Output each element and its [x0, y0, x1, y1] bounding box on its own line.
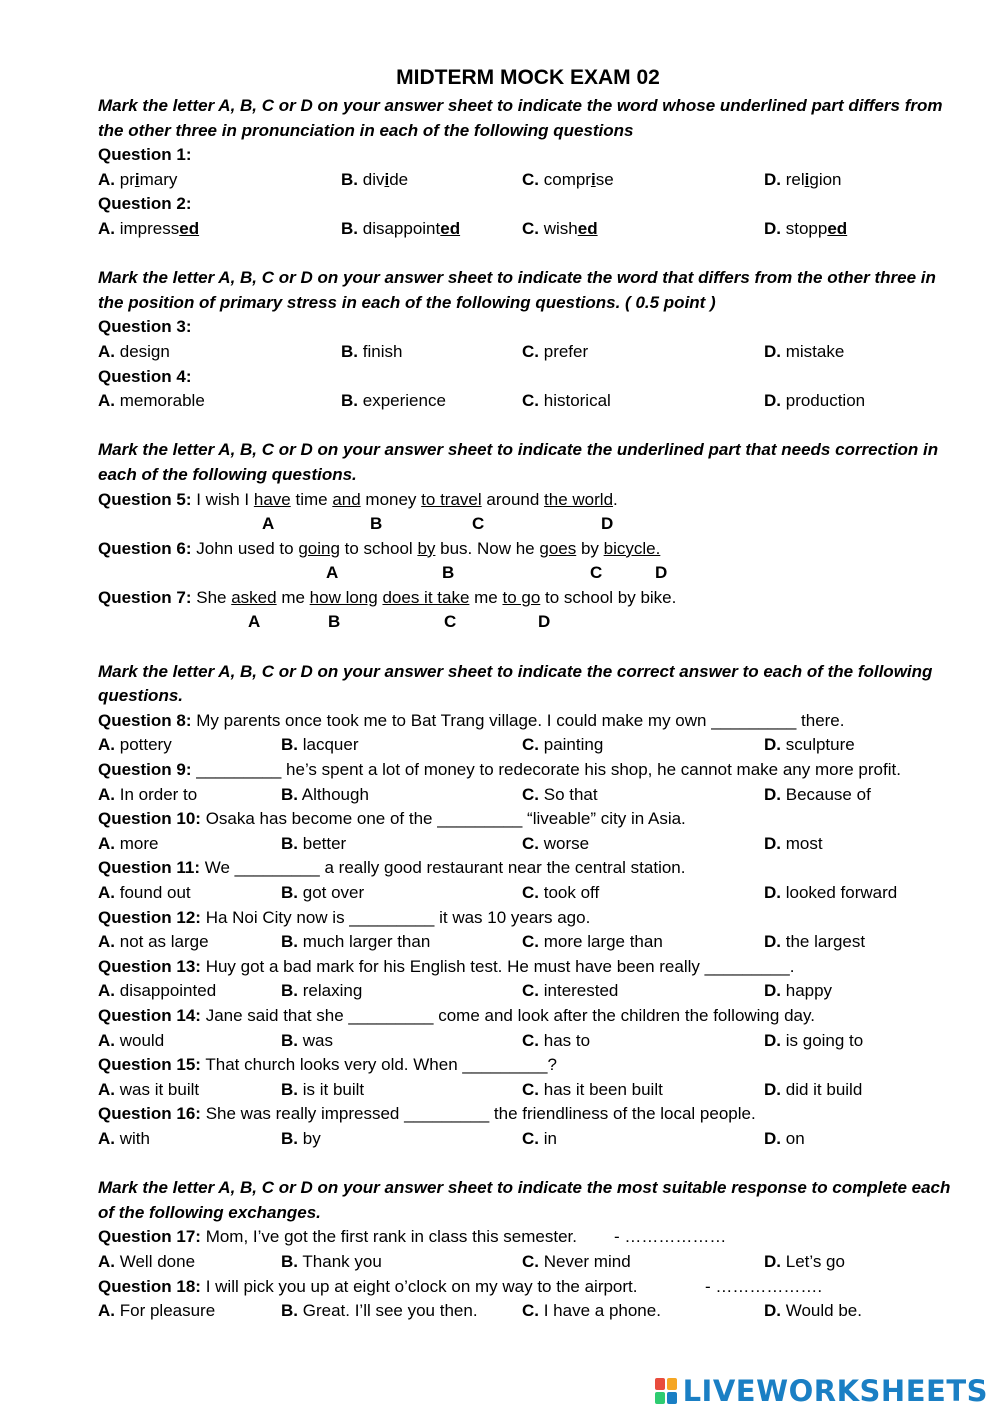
- part-a[interactable]: have: [253, 489, 291, 509]
- option-d[interactable]: D. on: [764, 1128, 805, 1148]
- question-8-options: [98, 733, 958, 758]
- question-11: Question 11: We _________ a really good restaurant near the central station.: [98, 858, 686, 878]
- option-a[interactable]: A. with: [98, 1128, 150, 1148]
- marker-d: D: [655, 563, 668, 583]
- option-b[interactable]: B. finish: [341, 341, 403, 361]
- option-c[interactable]: C. I have a phone.: [522, 1301, 661, 1321]
- option-a[interactable]: A. more: [98, 833, 159, 853]
- question-17: Question 17: Mom, I’ve got the first rank in class this semester. - ………………: [98, 1227, 727, 1247]
- option-b[interactable]: B. better: [281, 833, 347, 853]
- part-c[interactable]: does it take: [382, 587, 470, 607]
- question-18-options: [98, 1299, 958, 1324]
- option-b[interactable]: B. lacquer: [281, 735, 359, 755]
- marker-c: C: [590, 563, 603, 583]
- option-a[interactable]: A. disappointed: [98, 981, 217, 1001]
- spacer: [98, 414, 958, 439]
- option-a[interactable]: A. memorable: [98, 391, 205, 411]
- question-18: Question 18: I will pick you up at eight o’clock on my way to the airport. - ……………….: [98, 1276, 823, 1296]
- marker-c: C: [444, 612, 457, 632]
- option-c[interactable]: C. has to: [522, 1030, 591, 1050]
- option-b[interactable]: B. got over: [281, 883, 365, 902]
- option-b[interactable]: B. by: [281, 1128, 321, 1148]
- option-d[interactable]: D. sculpture: [764, 735, 855, 755]
- marker-a: A: [262, 514, 275, 534]
- option-a[interactable]: A. found out: [98, 883, 191, 902]
- part-a[interactable]: going: [298, 538, 340, 558]
- option-d[interactable]: D. production: [764, 391, 866, 411]
- option-d[interactable]: D. looked forward: [764, 883, 898, 902]
- marker-d: D: [601, 514, 614, 534]
- question-7-markers: [98, 610, 958, 635]
- part-a[interactable]: asked: [231, 587, 277, 607]
- option-c[interactable]: C. has it been built: [522, 1079, 663, 1099]
- option-c[interactable]: C. interested: [522, 981, 619, 1001]
- option-b[interactable]: B. experience: [341, 391, 446, 411]
- option-d[interactable]: D. most: [764, 833, 823, 853]
- option-c[interactable]: C. So that: [522, 784, 598, 804]
- question-14-options: [98, 1029, 958, 1054]
- question-6: Question 6: John used to going to school by bus. Now he goes by bicycle.: [98, 538, 661, 558]
- instruction-stress: Mark the letter A, B, C or D on your answer sheet to indicate the word that differs from the other three in the position of primary stress in each of the following questions. ( 0.5 point ): [98, 268, 936, 312]
- option-c[interactable]: C. wished: [522, 218, 598, 238]
- question-15: Question 15: That church looks very old. When _________?: [98, 1055, 557, 1075]
- spacer: [98, 635, 958, 660]
- part-b[interactable]: and: [332, 489, 361, 509]
- option-d[interactable]: D. mistake: [764, 341, 845, 361]
- instruction-pronunciation: Mark the letter A, B, C or D on your answer sheet to indicate the word whose underlined part differs from the other three in pronunciation in each of the following questions: [98, 96, 943, 140]
- part-d[interactable]: the world: [544, 489, 614, 509]
- question-1-label: Question 1:: [98, 145, 192, 165]
- option-a[interactable]: A. pottery: [98, 735, 172, 755]
- option-b[interactable]: B. is it built: [281, 1079, 365, 1099]
- option-d[interactable]: D. is going to: [764, 1030, 864, 1050]
- part-b[interactable]: by: [417, 538, 436, 558]
- option-c[interactable]: C. comprise: [522, 169, 614, 189]
- question-6-markers: [98, 561, 958, 586]
- part-d[interactable]: to go: [502, 587, 541, 607]
- option-b[interactable]: B. much larger than: [281, 932, 431, 952]
- option-d[interactable]: D. did it build: [764, 1079, 863, 1099]
- marker-a: A: [326, 563, 339, 583]
- question-12: Question 12: Ha Noi City now is _________ it was 10 years ago.: [98, 907, 591, 927]
- question-10: Question 10: Osaka has become one of the _________ “liveable” city in Asia.: [98, 809, 686, 829]
- option-a[interactable]: A. Well done: [98, 1251, 196, 1271]
- question-4-label: Question 4:: [98, 366, 192, 386]
- instruction-multiple-choice: Mark the letter A, B, C or D on your answer sheet to indicate the correct answer to each of the following questions.: [98, 661, 933, 706]
- spacer: [98, 1152, 958, 1177]
- option-b[interactable]: B. divide: [341, 169, 409, 189]
- option-a[interactable]: A. not as large: [98, 932, 209, 952]
- option-c[interactable]: C. more large than: [522, 932, 663, 952]
- part-d[interactable]: bicycle.: [603, 538, 661, 558]
- instruction-error: Mark the letter A, B, C or D on your answer sheet to indicate the underlined part that needs correction in each of the following questions.: [98, 440, 939, 484]
- question-3-options: [98, 340, 958, 365]
- question-11-options: [98, 881, 958, 906]
- option-b[interactable]: B. Thank you: [281, 1251, 382, 1271]
- option-b[interactable]: B. relaxing: [281, 981, 363, 1001]
- marker-b: B: [442, 563, 455, 583]
- marker-c: C: [472, 514, 485, 534]
- option-a[interactable]: A. primary: [98, 169, 178, 189]
- liveworksheets-logo[interactable]: [655, 1374, 988, 1408]
- question-7: Question 7: She asked me how long does it take me to go to school by bike.: [98, 587, 677, 607]
- question-5-markers: [98, 512, 958, 537]
- spacer: [98, 242, 958, 267]
- question-8: Question 8: My parents once took me to Bat Trang village. I could make my own _________ there.: [98, 710, 845, 730]
- option-c[interactable]: C. took off: [522, 883, 600, 902]
- question-16-options: [98, 1127, 958, 1152]
- marker-b: B: [370, 514, 383, 534]
- option-d[interactable]: D. stopped: [764, 218, 848, 238]
- instruction-exchanges: Mark the letter A, B, C or D on your answer sheet to indicate the most suitable response to complete each of the following exchanges.: [98, 1178, 951, 1222]
- question-9-options: [98, 783, 958, 808]
- question-9: Question 9: _________ he’s spent a lot of money to redecorate his shop, he cannot make any more profit.: [98, 760, 901, 780]
- question-17-options: [98, 1250, 958, 1275]
- marker-d: D: [538, 612, 551, 632]
- option-b[interactable]: B. Great. I’ll see you then.: [281, 1301, 478, 1321]
- option-d[interactable]: D. religion: [764, 169, 842, 189]
- part-b[interactable]: how long: [309, 587, 378, 607]
- question-4-options: [98, 389, 958, 414]
- question-13-options: [98, 979, 958, 1004]
- question-10-options: [98, 832, 958, 857]
- page-title: MIDTERM MOCK EXAM 02: [396, 66, 660, 89]
- option-d[interactable]: D. Let’s go: [764, 1251, 845, 1271]
- question-5: Question 5: I wish I have time and money to travel around the world.: [98, 489, 618, 509]
- question-2-options: [98, 217, 958, 242]
- option-a[interactable]: A. was it built: [98, 1079, 200, 1099]
- option-c[interactable]: C. historical: [522, 391, 611, 411]
- option-d[interactable]: D. happy: [764, 981, 833, 1001]
- option-b[interactable]: B. disappointed: [341, 218, 461, 238]
- option-a[interactable]: A. In order to: [98, 784, 198, 804]
- question-2-label: Question 2:: [98, 194, 192, 214]
- option-c[interactable]: C. worse: [522, 833, 590, 853]
- option-d[interactable]: D. Would be.: [764, 1301, 862, 1321]
- marker-b: B: [328, 612, 341, 632]
- question-14: Question 14: Jane said that she _________ come and look after the children the following day.: [98, 1005, 815, 1025]
- option-a[interactable]: A. For pleasure: [98, 1301, 216, 1321]
- option-d[interactable]: D. Because of: [764, 784, 871, 804]
- liveworksheets-logo-icon: [655, 1378, 677, 1404]
- option-c[interactable]: C. prefer: [522, 341, 589, 361]
- question-1-options: [98, 168, 958, 193]
- option-c[interactable]: C. Never mind: [522, 1251, 631, 1271]
- marker-a: A: [248, 612, 261, 632]
- option-b[interactable]: B. was: [281, 1030, 333, 1050]
- question-3-label: Question 3:: [98, 317, 192, 337]
- part-c[interactable]: goes: [539, 538, 577, 558]
- question-16: Question 16: She was really impressed _________ the friendliness of the local people.: [98, 1104, 756, 1124]
- question-12-options: [98, 930, 958, 955]
- option-c[interactable]: C. painting: [522, 735, 604, 755]
- exam-page: [98, 62, 958, 1324]
- question-13: Question 13: Huy got a bad mark for his English test. He must have been really _________.: [98, 956, 795, 976]
- option-d[interactable]: D. the largest: [764, 932, 866, 952]
- option-a[interactable]: A. would: [98, 1030, 165, 1050]
- option-c[interactable]: C. in: [522, 1128, 557, 1148]
- option-b[interactable]: B. Although: [281, 784, 369, 804]
- question-15-options: [98, 1078, 958, 1103]
- logo-text: LIVEWORKSHEETS: [682, 1374, 988, 1408]
- option-a[interactable]: A. impressed: [98, 218, 200, 238]
- option-a[interactable]: A. design: [98, 341, 170, 361]
- part-c[interactable]: to travel: [421, 489, 482, 509]
